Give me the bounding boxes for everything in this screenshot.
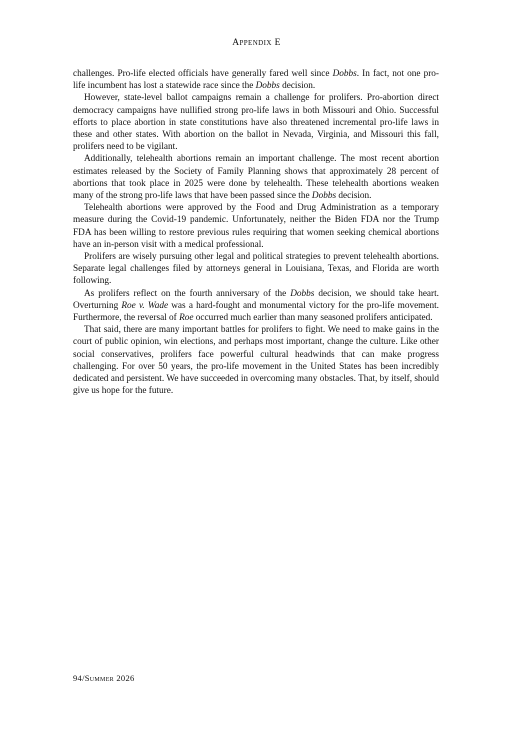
running-head: Appendix E	[232, 38, 281, 48]
paragraph	[73, 202, 439, 251]
italic-text: Roe v. Wade	[121, 300, 169, 311]
paragraph	[73, 251, 439, 288]
text-run: That said, there are many important battles for prolifers to fight. We need to make gains in the court of public opinion, win elections, and perhaps most important, change the culture. Like other social conservatives, prolifers face powerful cultural headwinds that can make progress challenging. For over 50 years, the pro-life movement in the United States has been incredibly dedicated and persistent. We have succeeded in overcoming many obstacles. That, by itself, should give us hope for the future.	[73, 325, 439, 397]
text-run: decision, we should take heart. Overturning	[73, 288, 439, 311]
text-run: decision.	[279, 81, 316, 92]
text-run: Prolifers are wisely pursuing other legal and political strategies to prevent telehealth abortions. Separate legal challenges filed by attorneys general in Louisiana, Texas, and Florida are worth following.	[73, 252, 439, 287]
paragraph	[73, 288, 439, 325]
text-run: was a hard-fought and monumental victory for the pro-life movement. Furthermore, the reversal of	[73, 300, 439, 324]
text-run: challenges. Pro-life elected officials have generally fared well since	[73, 69, 333, 79]
text-run: . In fact, not one pro-life incumbent has lost a statewide race since the	[73, 69, 440, 92]
text-run: occurred much earlier than many seasoned prolifers anticipated.	[193, 313, 433, 324]
italic-text: Dobbs	[311, 191, 337, 202]
italic-text: Dobbs	[290, 288, 315, 299]
paragraph	[73, 68, 439, 92]
text-run: decision.	[336, 191, 372, 202]
italic-text: Dobbs	[255, 81, 280, 92]
text-run: As prolifers reflect on the fourth anniversary of the	[84, 288, 291, 299]
italic-text: Dobbs	[332, 69, 357, 79]
paragraph	[73, 324, 439, 397]
article-body	[73, 68, 439, 397]
paragraph	[73, 153, 439, 202]
paragraph	[73, 92, 439, 153]
italic-text: Roe	[179, 313, 194, 324]
text-run: Additionally, telehealth abortions remain an important challenge. The most recent abortion estimates released by the Society of Family Planning shows that approximately 28 percent of abortions that took place in 2025 were done by telehealth. These telehealth abortions weaken many of the strong pro-life laws that have been passed since the	[73, 154, 439, 202]
text-run: Telehealth abortions were approved by the Food and Drug Administration as a temporary measure during the Covid-19 pandemic. Unfortunately, neither the Biden FDA nor the Trump FDA has been willing to restore previous rules requiring that women seeking chemical abortions have an in-person visit with a medical professional.	[73, 203, 439, 250]
text-run: However, state-level ballot campaigns remain a challenge for prolifers. Pro-abortion direct democracy campaigns have nullified strong pro-life laws in both Missouri and Ohio. Successful efforts to place abortion in state constitutions have also threatened incremental pro-life laws in these and other states. With abortion on the ballot in Nevada, Virginia, and Missouri this fall, prolifers need to be vigilant.	[73, 93, 439, 153]
page-folio: 94/Summer 2026	[73, 673, 135, 683]
